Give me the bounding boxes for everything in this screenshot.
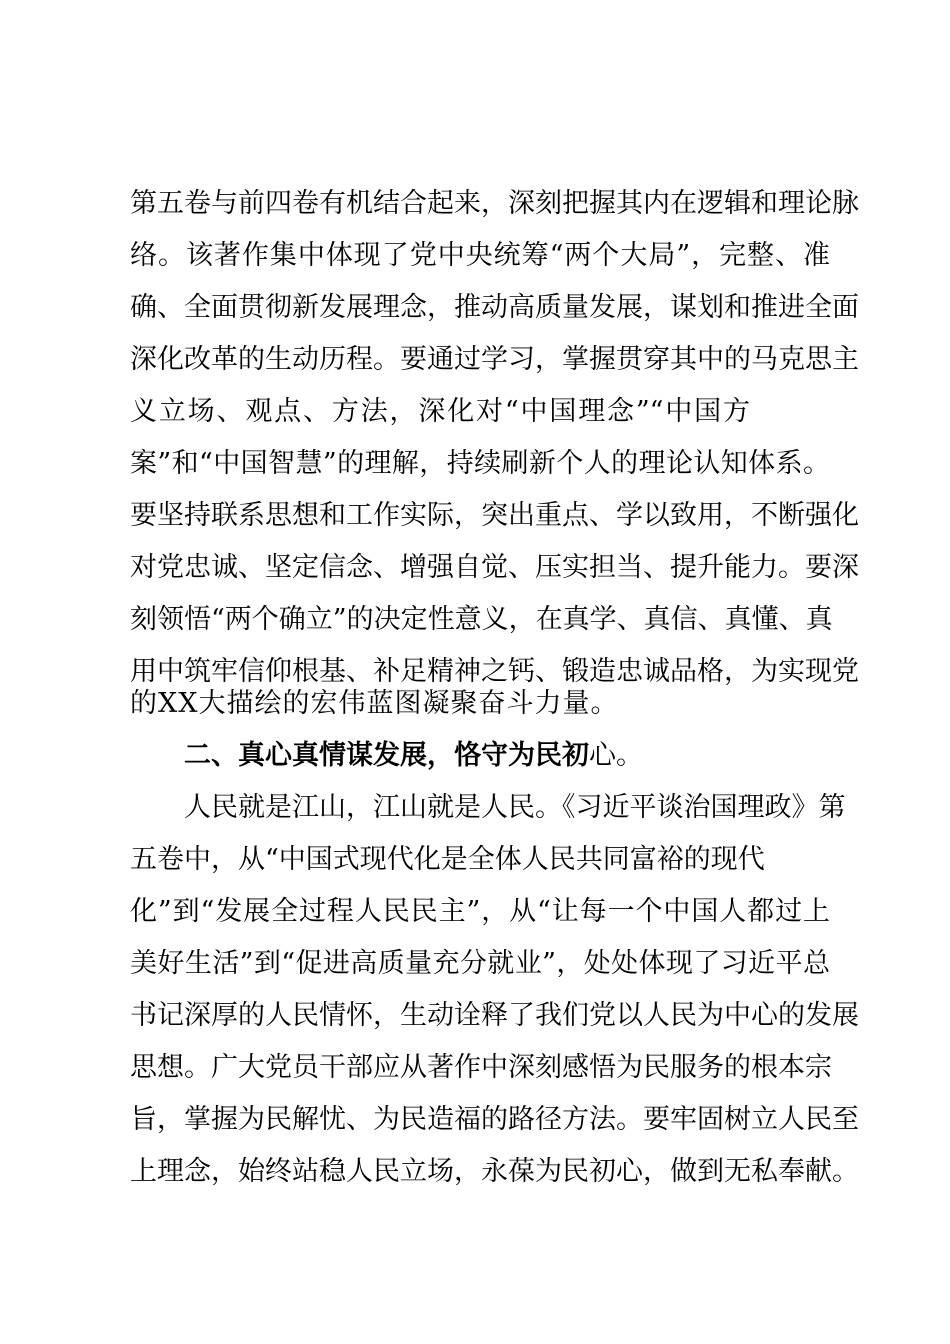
- paragraph-line: 确、全面贯彻新发展理念，推动高质量发展，谋划和推进全面: [130, 292, 859, 323]
- paragraph-line: 案”和“中国智慧”的理解，持续刷新个人的理论认知体系。: [130, 448, 830, 479]
- paragraph-line: 化”到“发展全过程人民民主”，从“让每一个中国人都过上: [130, 896, 830, 927]
- paragraph-line: 的XX大描绘的宏伟蓝图凝聚奋斗力量。: [130, 688, 619, 719]
- paragraph-line: 思想。广大党员干部应从著作中深刻感悟为民服务的根本宗: [130, 1052, 832, 1083]
- paragraph-line: 对党忠诚、坚定信念、增强自觉、压实担当、提升能力。要深: [130, 552, 859, 583]
- paragraph-line: 络。该著作集中体现了党中央统筹“两个大局”，完整、准: [130, 240, 830, 271]
- section-heading: [184, 730, 830, 782]
- paragraph-line: 第五卷与前四卷有机结合起来，深刻把握其内在逻辑和理论脉: [130, 188, 859, 219]
- paragraph-line: 旨，掌握为民解忧、为民造福的路径方法。要牢固树立人民至: [130, 1104, 859, 1135]
- paragraph-line: 上理念，始终站稳人民立场，永葆为民初心，做到无私奉献。: [130, 1156, 859, 1187]
- paragraph-line: 书记深厚的人民情怀，生动诠释了我们党以人民为中心的发展: [130, 1000, 859, 1031]
- paragraph-line: 用中筑牢信仰根基、补足精神之钙、锻造忠诚品格，为实现党: [130, 656, 859, 687]
- paragraph-line: 刻领悟“两个确立”的决定性意义，在真学、真信、真懂、真: [130, 604, 833, 635]
- paragraph-line: 要坚持联系思想和工作实际，突出重点、学以致用，不断强化: [130, 500, 859, 531]
- paragraph-line: 人民就是江山，江山就是人民。《习近平谈治国理政》第: [184, 792, 846, 823]
- paragraph-line: 深化改革的生动历程。要通过学习，掌握贯穿其中的马克思主: [130, 344, 859, 375]
- section-heading-tail: 心。: [589, 740, 643, 771]
- paragraph-line: 五卷中，从“中国式现代化是全体人民共同富裕的现代: [130, 844, 765, 875]
- paragraph-line: 美好生活”到“促进高质量充分就业”，处处体现了习近平总: [130, 948, 830, 979]
- section-heading-text: 二、真心真情谋发展，恪守为民初: [184, 740, 589, 771]
- paragraph-line: 义立场、观点、方法，深化对“中国理念”“中国方: [130, 396, 750, 427]
